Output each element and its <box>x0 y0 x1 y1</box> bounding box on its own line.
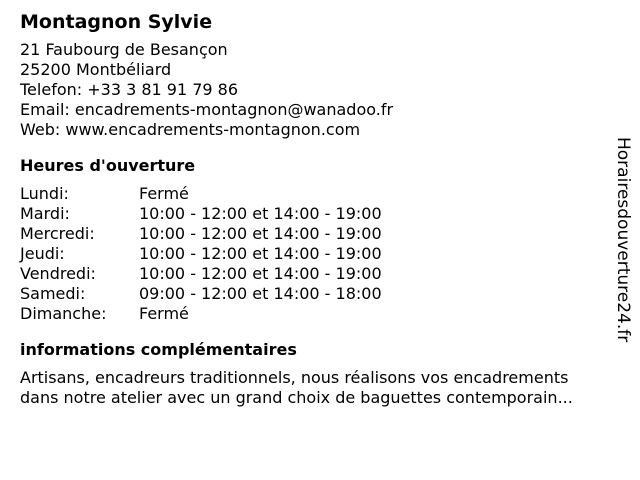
hours-time: 09:00 - 12:00 et 14:00 - 18:00 <box>139 284 382 303</box>
hours-row-dimanche <box>20 304 620 324</box>
hours-table <box>20 184 620 324</box>
hours-day: Samedi: <box>20 284 86 303</box>
hours-time: 10:00 - 12:00 et 14:00 - 19:00 <box>139 264 382 283</box>
email-line[interactable]: Email: encadrements-montagnon@wanadoo.fr <box>20 100 394 119</box>
hours-time: 10:00 - 12:00 et 14:00 - 19:00 <box>139 224 382 243</box>
hours-time: 10:00 - 12:00 et 14:00 - 19:00 <box>139 244 382 263</box>
hours-row-vendredi <box>20 264 620 284</box>
hours-day: Lundi: <box>20 184 69 203</box>
info-heading: informations complémentaires <box>20 340 297 359</box>
hours-day: Dimanche: <box>20 304 107 323</box>
hours-heading: Heures d'ouverture <box>20 156 196 175</box>
hours-row-samedi <box>20 284 620 304</box>
hours-time: Fermé <box>139 184 189 203</box>
hours-day: Jeudi: <box>20 244 65 263</box>
hours-day: Mercredi: <box>20 224 95 243</box>
hours-day: Mardi: <box>20 204 70 223</box>
hours-row-jeudi <box>20 244 620 264</box>
contact-block <box>20 40 620 140</box>
brand-watermark: Horairesdouverture24.fr <box>613 137 633 343</box>
hours-time: 10:00 - 12:00 et 14:00 - 19:00 <box>139 204 382 223</box>
web-line[interactable]: Web: www.encadrements-montagnon.com <box>20 120 361 139</box>
hours-time: Fermé <box>139 304 189 323</box>
hours-row-mercredi <box>20 224 620 244</box>
address-line-city: 25200 Montbéliard <box>20 60 172 79</box>
info-description-line: Artisans, encadreurs traditionnels, nous réalisons vos encadrements <box>20 368 569 387</box>
business-card <box>20 10 620 408</box>
info-description <box>20 368 620 408</box>
hours-row-mardi <box>20 204 620 224</box>
phone-line[interactable]: Telefon: +33 3 81 91 79 86 <box>20 80 239 99</box>
hours-row-lundi <box>20 184 620 204</box>
address-line-street: 21 Faubourg de Besançon <box>20 40 228 59</box>
hours-day: Vendredi: <box>20 264 96 283</box>
info-description-line: dans notre atelier avec un grand choix de baguettes contemporain... <box>20 388 573 407</box>
business-name: Montagnon Sylvie <box>20 11 213 33</box>
